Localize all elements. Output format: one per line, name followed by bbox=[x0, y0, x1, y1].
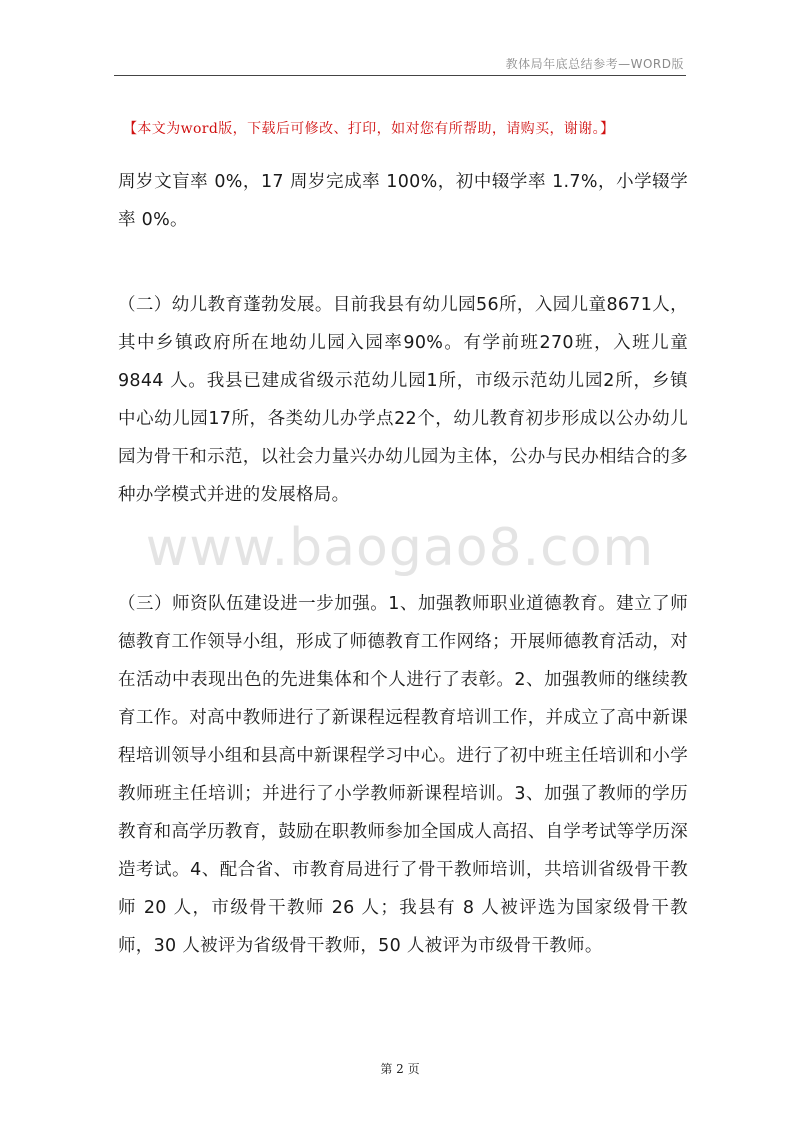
paragraph-teacher-development: （三）师资队伍建设进一步加强。1、加强教师职业道德教育。建立了师德教育工作领导小组，形成了师德教育工作网络；开展师德教育活动，对在活动中表现出色的先进集体和个人进行了表彰。2、加强教师的继续教育工作。对高中教师进行了新课程远程教育培训工作，并成立了高中新课程培训领导小组和县高中新课程学习中心。进行了初中班主任培训和小学教师班主任培训；并进行了小学教师新课程培训。3、加强了教师的学历教育和高学历教育，鼓励在职教师参加全国成人高招、自学考试等学历深造考试。4、配合省、市教育局进行了骨干教师培训，共培训省级骨干教师 20 人，市级骨干教师 26 人；我县有 8 人被评选为国家级骨干教师，30 人被评为省级骨干教师，50 人被评为市级骨干教师。 bbox=[118, 594, 688, 956]
paragraph-dropout-rates: 周岁文盲率 0%，17 周岁完成率 100%，初中辍学率 1.7%，小学辍学率 0%。 bbox=[118, 172, 688, 230]
page-number: 第 2 页 bbox=[380, 1062, 420, 1076]
purchase-notice: 【本文为word版，下载后可修改、打印，如对您有所帮助，请购买，谢谢。】 bbox=[123, 121, 615, 137]
watermark: www.baogao8.com bbox=[145, 518, 655, 578]
header-title: 教体局年底总结参考—WORD版 bbox=[505, 57, 684, 71]
paragraph-preschool-education: （二）幼儿教育蓬勃发展。目前我县有幼儿园56所，入园儿童8671人，其中乡镇政府所在地幼儿园入园率90%。有学前班270班，入班儿童 9844 人。我县已建成省级示范幼儿园1所，市级示范幼儿园2所，乡镇中心幼儿园17所，各类幼儿办学点22个，幼儿教育初步形成以公办幼儿园为骨干和示范，以社会力量兴办幼儿园为主体，公办与民办相结合的多种办学模式并进的发展格局。 bbox=[118, 295, 688, 505]
header-divider bbox=[114, 75, 686, 76]
